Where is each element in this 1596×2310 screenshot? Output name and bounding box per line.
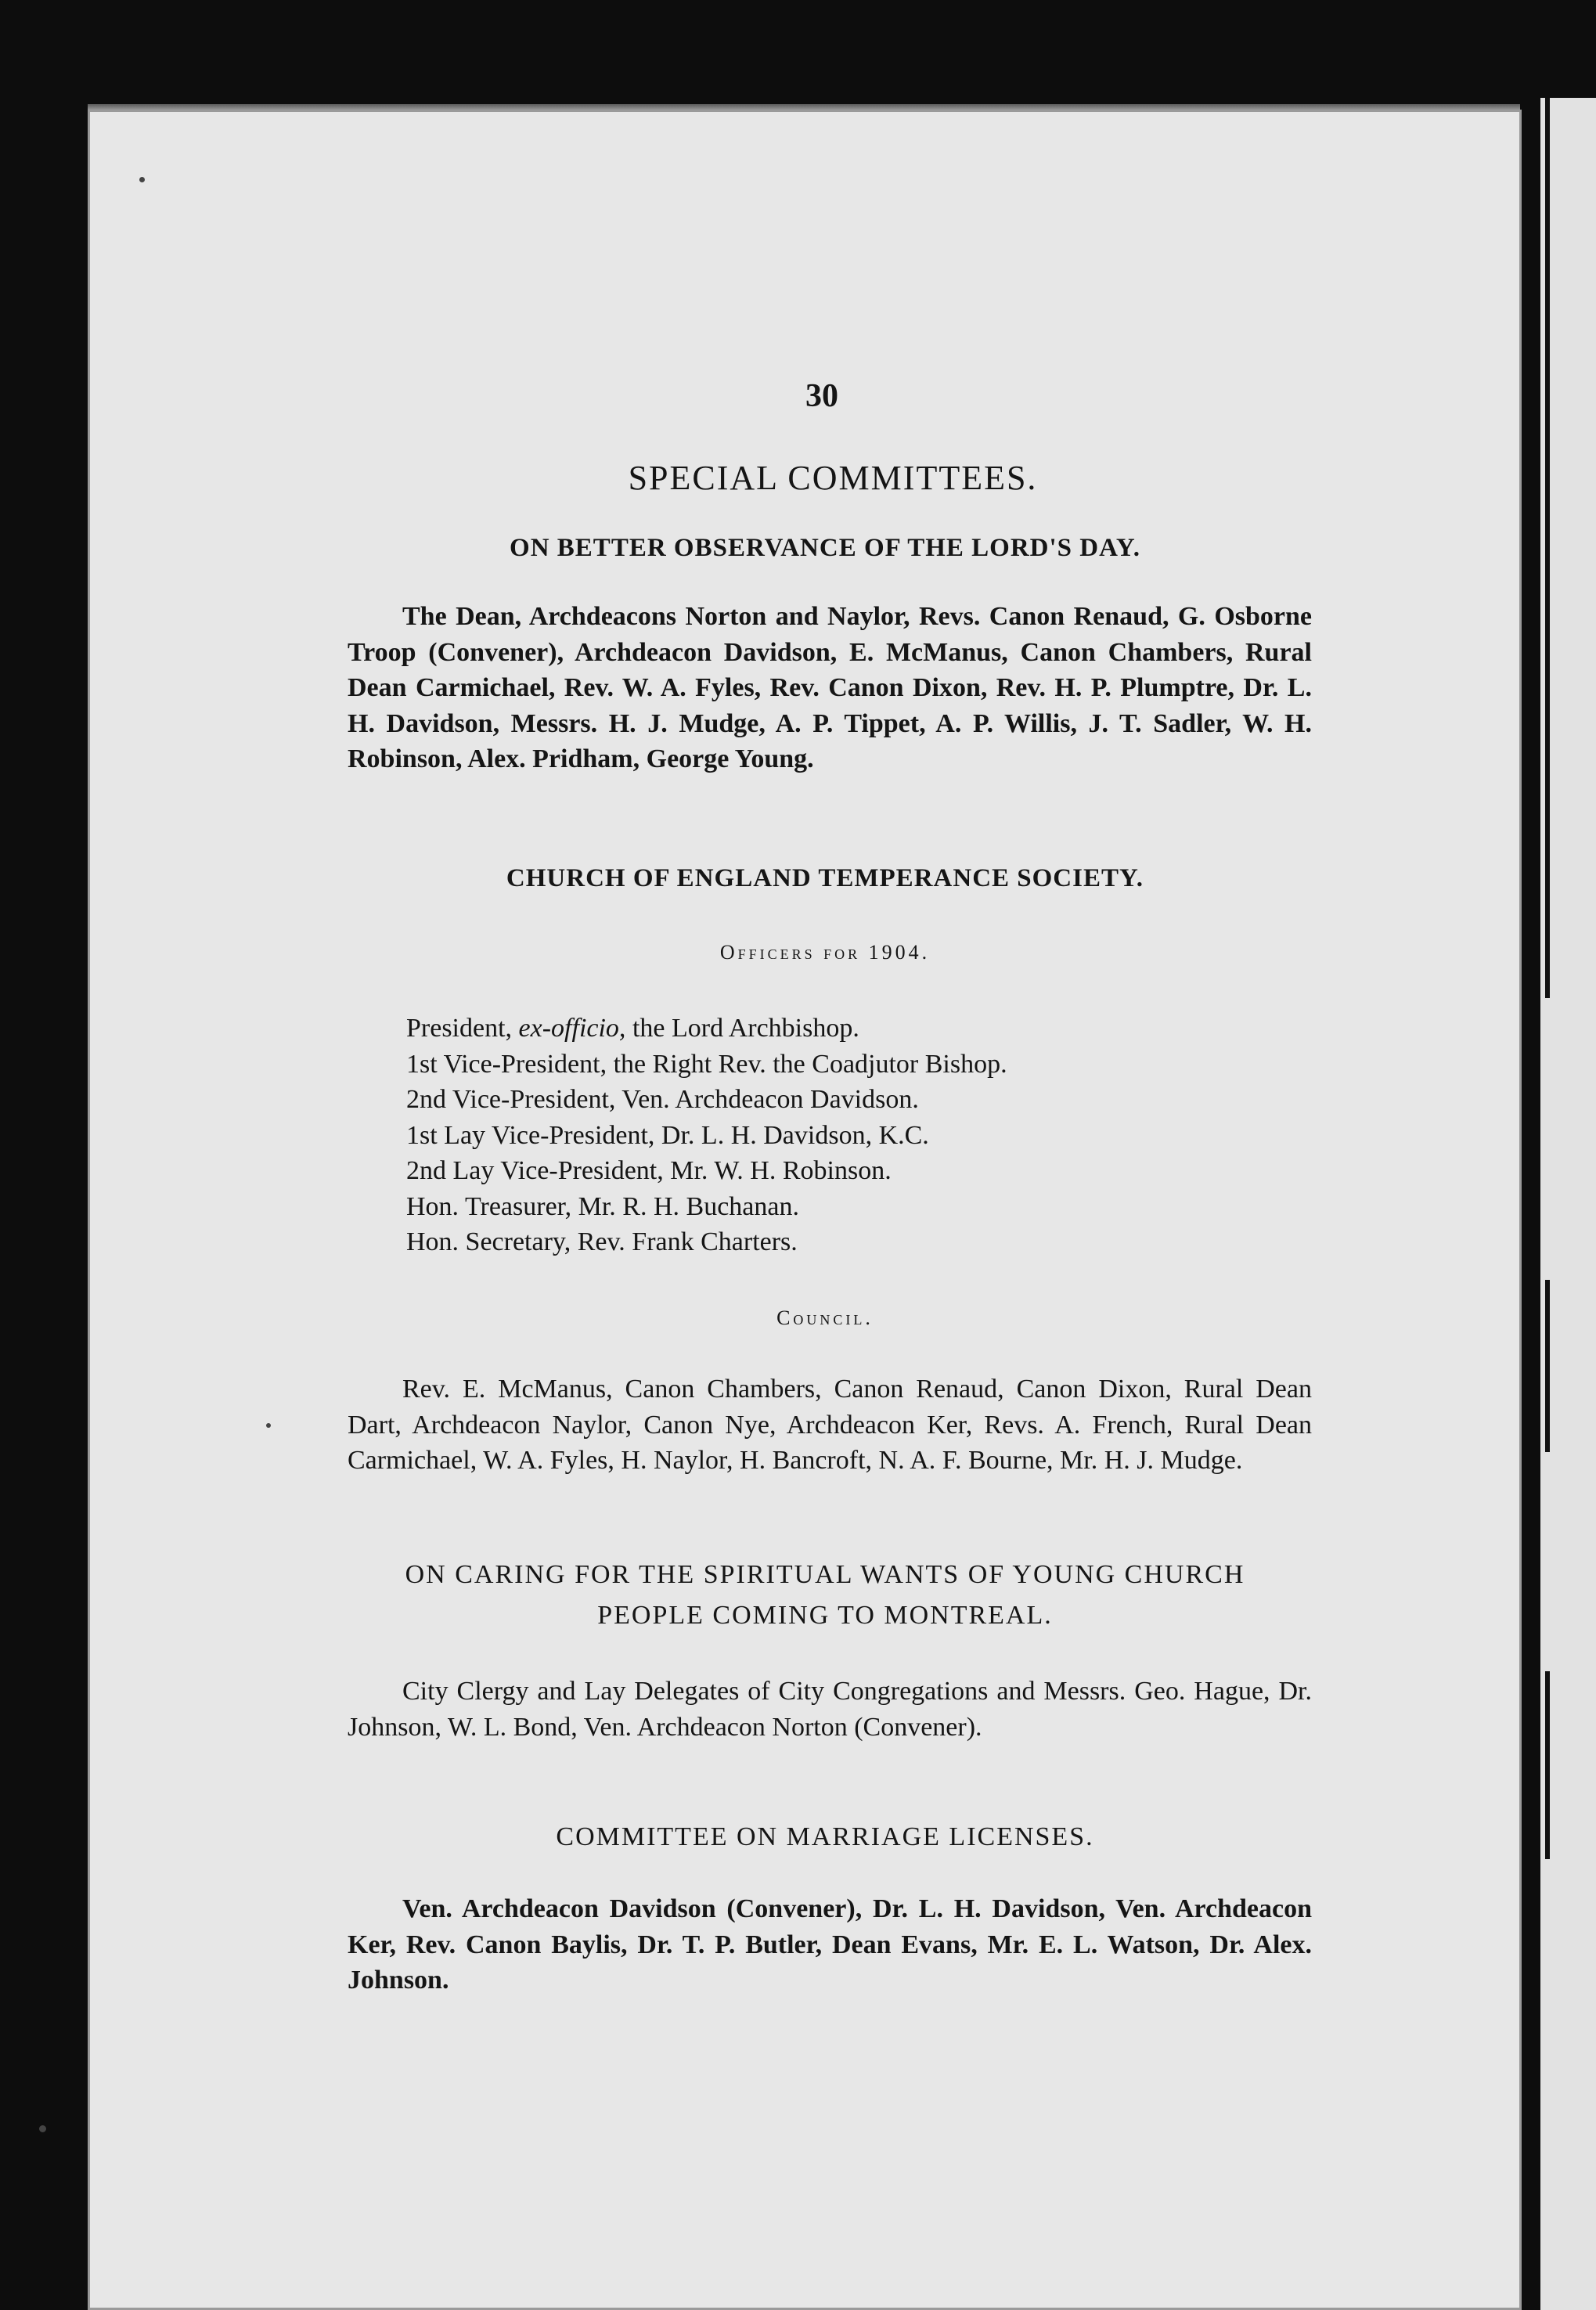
section-heading-temperance: CHURCH OF ENGLAND TEMPERANCE SOCIETY. <box>506 864 1144 892</box>
section-text-marriage-licenses: Ven. Archdeacon Davidson (Convener), Dr. L. H. Davidson, Ven. Archdeacon Ker, Rev. Canon Baylis, Dr. T. P. Butler, Dean Evans, Mr. E. L. Watson, Dr. Alex. Johnson. <box>348 1894 1312 1995</box>
officer-row: Hon. Treasurer, Mr. R. H. Buchanan. <box>406 1191 799 1221</box>
section-heading-young-people-line2: PEOPLE COMING TO MONTREAL. <box>597 1601 1053 1630</box>
page-title: SPECIAL COMMITTEES. <box>628 459 1038 497</box>
officers-heading: Officers for 1904. <box>719 941 931 964</box>
officer-row: Hon. Secretary, Rev. Frank Charters. <box>406 1227 798 1256</box>
council-text: Rev. E. McManus, Canon Chambers, Canon Renaud, Canon Dixon, Rural Dean Dart, Archdeacon Naylor, Canon Nye, Archdeacon Ker, Revs. A. French, Rural Dean Carmichael, W. A. Fyles, H. Naylor, H. Bancroft, N. A. F. Bourne, Mr. H. J. Mudge. <box>348 1375 1312 1475</box>
officer-row: President, ex-officio, the Lord Archbishop. <box>406 1014 859 1043</box>
officer-row: 2nd Lay Vice-President, Mr. W. H. Robinson. <box>406 1156 892 1185</box>
officer-row: 1st Lay Vice-President, Dr. L. H. Davidson, K.C. <box>406 1120 929 1150</box>
officer-row: 1st Vice-President, the Right Rev. the Coadjutor Bishop. <box>406 1049 1007 1079</box>
section-heading-marriage-licenses: COMMITTEE ON MARRIAGE LICENSES. <box>556 1822 1094 1851</box>
section-heading-young-people-line1: ON CARING FOR THE SPIRITUAL WANTS OF YOUNG CHURCH <box>405 1560 1245 1589</box>
council-heading: Council. <box>776 1306 874 1329</box>
officer-row: 2nd Vice-President, Ven. Archdeacon Davidson. <box>406 1085 919 1114</box>
officers-list <box>406 1011 1007 1260</box>
section-heading-lords-day: ON BETTER OBSERVANCE OF THE LORD'S DAY. <box>510 534 1140 562</box>
section-text-lords-day: The Dean, Archdeacons Norton and Naylor, Revs. Canon Renaud, G. Osborne Troop (Convener), Archdeacon Davidson, E. McManus, Canon Chambers, Rural Dean Carmichael, Rev. W. A. Fyles, Rev. Canon Dixon, Rev. H. P. Plumptre, Dr. L. H. Davidson, Messrs. H. J. Mudge, A. P. Tippet, A. P. Willis, J. T. Sadler, W. H. Robinson, Alex. Pridham, George Young. <box>348 602 1312 773</box>
section-text-young-people: City Clergy and Lay Delegates of City Congregations and Messrs. Geo. Hague, Dr. Johnson, W. L. Bond, Ven. Archdeacon Norton (Convener). <box>348 1677 1312 1742</box>
page-number: 30 <box>805 378 838 414</box>
